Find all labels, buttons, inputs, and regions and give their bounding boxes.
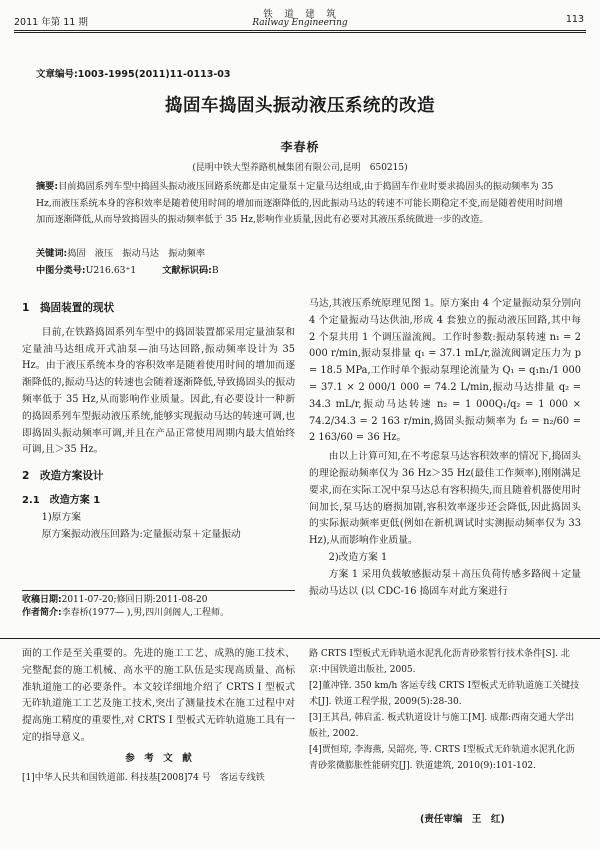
conclusion-paragraph: 面的工作是至关重要的。先进的施工工艺、成熟的施工技术、完整配套的施工机械、高水平的施工队伍是实现高质量、高标准轨道施工的必要条件。本文较详细地介绍了 CRTS Ⅰ 型板式无砟轨道施工工艺及施工技术,突出了测量技术在施工过程中对提高施工精度的重要性,对 CRTS Ⅰ 型板式无砟轨道施工具有一定的指导意义。 bbox=[22, 648, 295, 743]
keywords-text: 捣固 液压 振动马达 振动频率 bbox=[67, 248, 206, 259]
received-label: 收稿日期: bbox=[22, 595, 62, 605]
subsection-heading-2-1: 2.1 改造方案 1 bbox=[22, 494, 101, 506]
right-paragraph-3: 方案 1 采用负载敏感振动泵＋高压负荷传感多路阀＋定量振动马达以 (以 CDC-16 捣固车对此方案进行 bbox=[309, 568, 581, 597]
keywords-label: 关键词: bbox=[36, 248, 68, 259]
header-rule-thin bbox=[14, 32, 586, 33]
abstract-text: 目前捣固系列车型中捣固头振动液压回路系统都是由定量泵＋定量马达组成,由于捣固车作业时要求捣固头的振动频率为 35 Hz,而液压系统本身的容积效率是随着使用时间的增加而逐渐降低的,因此振动马达的转速不可能长期稳定不变,而是随着使用时间增加而逐渐降低,从而导致捣固头的振动频率低于 35 Hz,影响作业质量,因此有必要对其液压系统做进一步的改造。 bbox=[36, 181, 563, 225]
right-column bbox=[309, 296, 581, 600]
section-heading-2: 2 改造方案设计 bbox=[22, 470, 104, 483]
doc-code-label: 文献标识码: bbox=[162, 265, 212, 276]
journal-name-en: Railway Engineering bbox=[252, 18, 348, 28]
abstract-label: 摘要: bbox=[36, 181, 59, 192]
footnote-rule bbox=[22, 590, 295, 591]
abstract bbox=[36, 179, 563, 229]
clc-label: 中图分类号: bbox=[36, 265, 86, 276]
keywords bbox=[36, 246, 563, 263]
article-number: 文章编号:1003-1995(2011)11-0113-03 bbox=[36, 69, 231, 80]
reference-3: [3]王其昌, 韩启孟. 板式轨道设计与施工[M]. 成都:西南交通大学出版社, 2002. bbox=[309, 713, 575, 739]
left-column bbox=[22, 300, 295, 543]
issue-label: 2011 年第 11 期 bbox=[14, 17, 88, 28]
original-scheme-label: 1)原方案 bbox=[41, 511, 82, 523]
header-rule bbox=[14, 30, 586, 31]
scheme1-label: 2)改造方案 1 bbox=[328, 551, 388, 563]
bottom-right-column bbox=[309, 646, 581, 774]
clc-value: U216.63⁺1 bbox=[85, 265, 137, 276]
author-bio: 李春桥(1977— ),男,四川剑阁人,工程师。 bbox=[61, 608, 229, 618]
original-scheme-paragraph: 原方案振动液压回路为:定量振动泵＋定量振动 bbox=[41, 528, 241, 540]
author-name: 李春桥 bbox=[280, 140, 320, 154]
footnote bbox=[22, 594, 295, 620]
reference-1: [1]中华人民共和国铁道部. 科技基[2008]74 号 客运专线铁 bbox=[22, 772, 265, 783]
reference-2: [2]董冲锋. 350 km/h 客运专线 CRTS Ⅰ型板式无砟轨道施工关键技术[J]. 铁道工程学报, 2009(5):28-30. bbox=[309, 681, 580, 707]
classification bbox=[36, 263, 563, 280]
received-dates: 2011-07-20;修回日期:2011-08-20 bbox=[61, 595, 208, 605]
section-divider bbox=[0, 638, 600, 639]
doc-code-value: B bbox=[211, 265, 219, 276]
affiliation: (昆明中铁大型养路机械集团有限公司,昆明 650215) bbox=[192, 163, 408, 173]
responsible-editor: (责任审编 王 红) bbox=[420, 814, 505, 825]
journal-name-cn: 铁 道 建 筑 bbox=[263, 9, 337, 20]
reference-4: [4]贾恒琼, 李海燕, 吴韶亮, 等. CRTS Ⅰ型板式无砟轨道水泥乳化沥青砂浆微膨胀性能研究[J]. 铁道建筑, 2010(9):101-102. bbox=[309, 745, 575, 771]
references-heading: 参 考 文 献 bbox=[125, 752, 192, 764]
right-paragraph-2: 由以上计算可知,在不考虑泵马达容积效率的情况下,捣固头的理论振动频率仅为 36 Hz＞35 Hz(最佳工作频率),刚刚满足要求,而在实际工况中泵马达总有容积损失,而且随着机器使用时间加长,泵马达的磨损加剧,容积效率逐步还会降低,因此捣固头的实际振动频率更低(例如在新机调试时实测振动频率仅为 33 Hz),从而影响作业质量。 bbox=[309, 451, 581, 547]
right-paragraph-1: 马达,其液压系统原理见图 1。原方案由 4 个定量振动泵分别向 4 个定量振动马达供油,形成 4 套独立的振动液压回路,其中每 2 个泵共用 1 个调压溢流阀。工作时参数:振动泵转速 n₁ = 2 000 r/min,振动泵排量 q₁ = 37.1 mL/r,溢流阀调定压力为 p = 18.5 MPa,工作时单个振动泵理论流量为 Q₁ = q₁n₁/1 000 = 37.1 × 2 000/1 000 = 74.2 L/min,振动马达排量 q₂ = 34.3 mL/r,振动马达转速 n₂ = 1 000Q₁/q₂ = 1 000 × 74.2/34.3 = 2 163 r/min,捣固头振动频率为 f₂ = n₂/60 = 2 163/60 = 36 Hz。 bbox=[309, 298, 581, 444]
reference-1-cont: 路 CRTS Ⅰ型板式无砟轨道水泥乳化沥青砂浆暂行技术条件[S]. 北京:中国铁道出版社, 2005. bbox=[309, 649, 570, 675]
bottom-left-column bbox=[22, 646, 295, 786]
section-heading-1: 1 捣固装置的现状 bbox=[22, 302, 115, 314]
page-number: 113 bbox=[565, 14, 584, 25]
author-bio-label: 作者简介: bbox=[22, 608, 62, 618]
page-title: 捣固车捣固头振动液压系统的改造 bbox=[165, 96, 435, 116]
section1-paragraph: 目前,在铁路捣固系列车型中的捣固装置都采用定量油泵和定量油马达组成开式油泵—油马达回路,振动频率设计为 35 Hz。由于液压系统本身的容积效率是随着使用时间的增加而逐渐降低的,振动马达的转速也会随着逐渐降低,导致捣固头的振动频率低于 35 Hz,从而影响作业质量。因此,有必要设计一种新的捣固系列车型振动液压系统,能够实现振动马达的转速可调,也即捣固头振动频率可调,并且在产品正常使用周期内最大值始终可调,且＞35 Hz。 bbox=[22, 326, 295, 456]
